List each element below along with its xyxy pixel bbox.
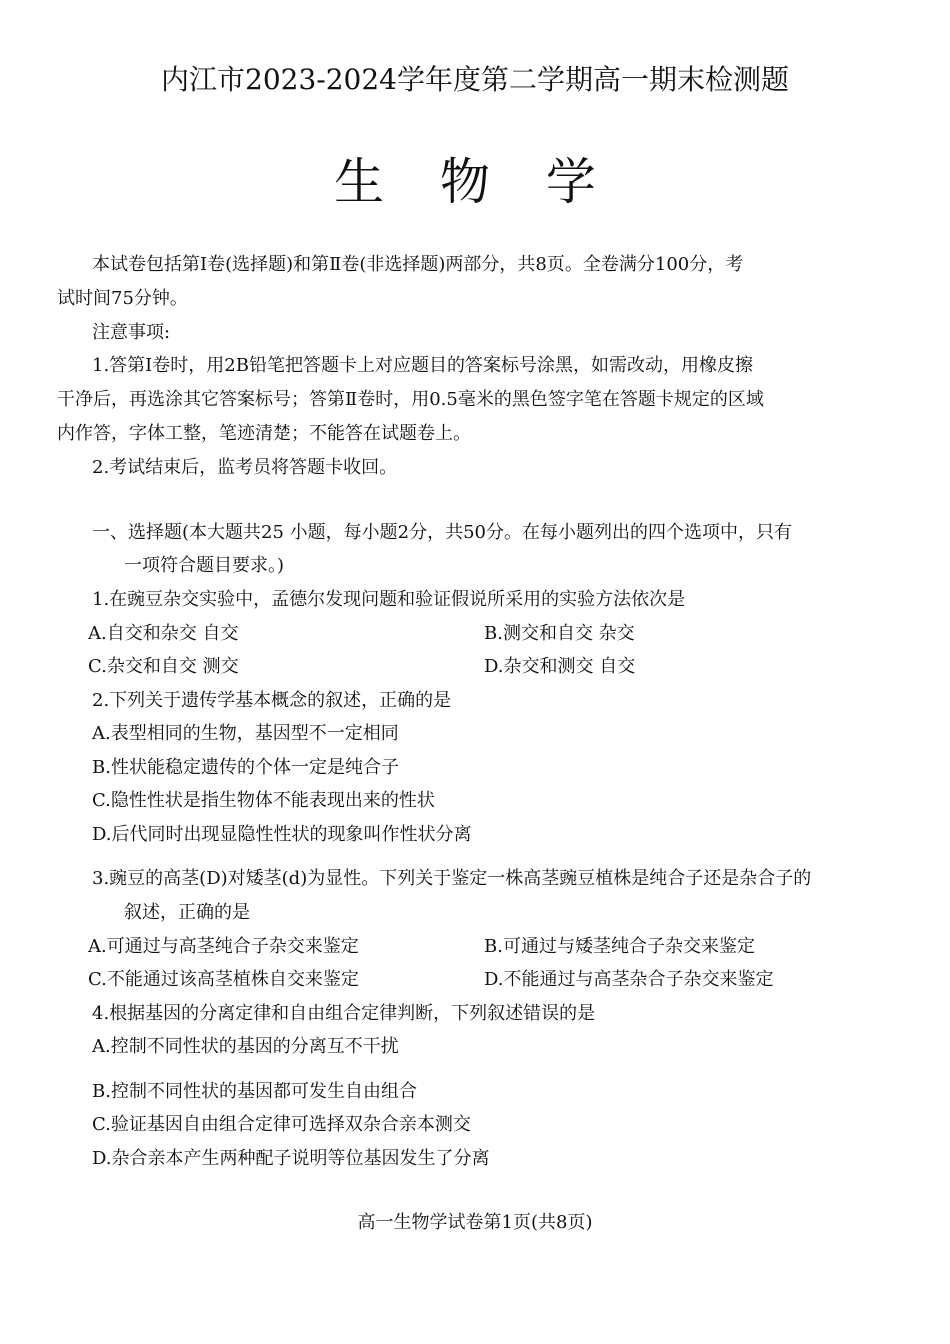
notice-1-line-1: 1.答第Ⅰ卷时，用2B铅笔把答题卡上对应题目的答案标号涂黑，如需改动，用橡皮擦 bbox=[92, 355, 753, 376]
question-4-stem: 4.根据基因的分离定律和自由组合定律判断，下列叙述错误的是 bbox=[92, 1003, 596, 1024]
question-2-option-b: B.性状能稳定遗传的个体一定是纯合子 bbox=[92, 757, 399, 778]
question-3-stem-cont: 叙述，正确的是 bbox=[124, 902, 250, 923]
question-3-option-d: D.不能通过与高茎杂合子杂交来鉴定 bbox=[484, 969, 774, 990]
question-3-option-b: B.可通过与矮茎纯合子杂交来鉴定 bbox=[484, 936, 755, 957]
question-1-option-a: A.自交和杂交 自交 bbox=[88, 623, 239, 644]
notice-2: 2.考试结束后，监考员将答题卡收回。 bbox=[92, 457, 398, 478]
question-4-option-d: D.杂合亲本产生两种配子说明等位基因发生了分离 bbox=[92, 1148, 490, 1169]
question-1-stem: 1.在豌豆杂交实验中，孟德尔发现问题和验证假说所采用的实验方法依次是 bbox=[92, 589, 686, 610]
question-3-stem: 3.豌豆的高茎(D)对矮茎(d)为显性。下列关于鉴定一株高茎豌豆植株是纯合子还是杂合子的 bbox=[92, 868, 812, 889]
section-heading-line-1: 一、选择题(本大题共25 小题，每小题2分，共50分。在每小题列出的四个选项中，只有 bbox=[92, 522, 793, 543]
question-4-option-c: C.验证基因自由组合定律可选择双杂合亲本测交 bbox=[92, 1114, 471, 1135]
question-2-option-a: A.表型相同的生物，基因型不一定相同 bbox=[92, 723, 399, 744]
section-heading-line-2: 一项符合题目要求。) bbox=[124, 555, 285, 576]
page-footer: 高一生物学试卷第1页(共8页) bbox=[357, 1212, 593, 1233]
question-3-option-c: C.不能通过该高茎植株自交来鉴定 bbox=[88, 969, 359, 990]
question-4-option-b: B.控制不同性状的基因都可发生自由组合 bbox=[92, 1081, 417, 1102]
notice-label: 注意事项: bbox=[92, 322, 171, 343]
question-1-option-b: B.测交和自交 杂交 bbox=[484, 623, 635, 644]
intro-line-1: 本试卷包括第Ⅰ卷(选择题)和第Ⅱ卷(非选择题)两部分，共8页。全卷满分100分，考 bbox=[92, 254, 744, 275]
exam-title: 内江市2023-2024学年度第二学期高一期末检测题 bbox=[161, 63, 789, 96]
question-3-option-a: A.可通过与高茎纯合子杂交来鉴定 bbox=[88, 936, 359, 957]
notice-1-line-3: 内作答，字体工整，笔迹清楚；不能答在试题卷上。 bbox=[57, 423, 471, 444]
intro-line-2: 试时间75分钟。 bbox=[57, 288, 188, 309]
question-2-option-d: D.后代同时出现显隐性性状的现象叫作性状分离 bbox=[92, 824, 472, 845]
question-2-stem: 2.下列关于遗传学基本概念的叙述，正确的是 bbox=[92, 690, 452, 711]
notice-1-line-2: 干净后，再选涂其它答案标号；答第Ⅱ卷时，用0.5毫米的黑色签字笔在答题卡规定的区域 bbox=[57, 389, 764, 410]
question-4-option-a: A.控制不同性状的基因的分离互不干扰 bbox=[92, 1036, 399, 1057]
question-1-option-c: C.杂交和自交 测交 bbox=[88, 656, 239, 677]
question-2-option-c: C.隐性性状是指生物体不能表现出来的性状 bbox=[92, 790, 435, 811]
subject-title: 生 物 学 bbox=[334, 153, 616, 211]
question-1-option-d: D.杂交和测交 自交 bbox=[484, 656, 636, 677]
